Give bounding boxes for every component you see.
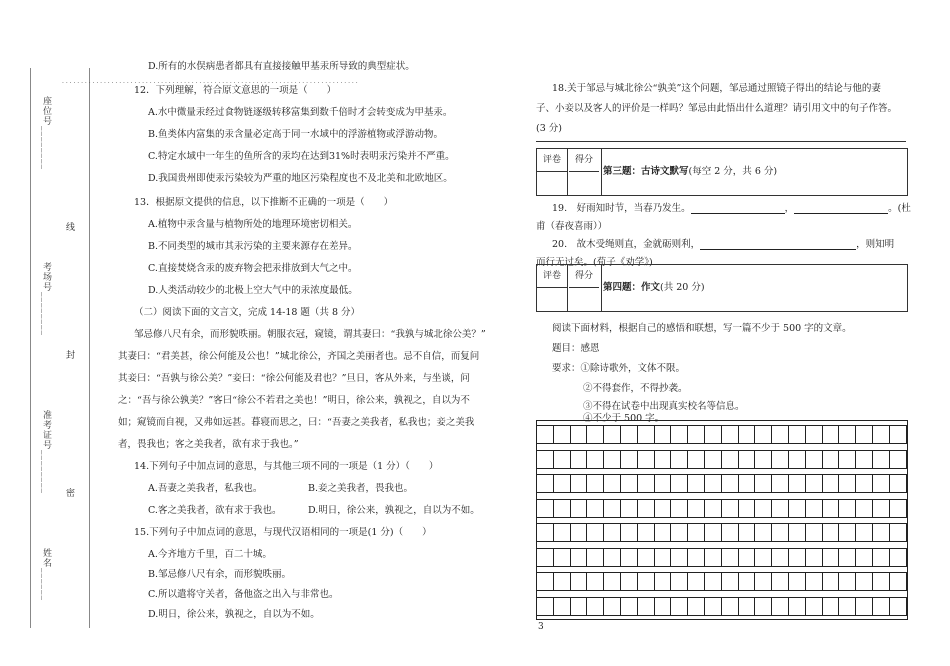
grid-cell[interactable]	[554, 475, 571, 492]
grid-cell[interactable]	[739, 426, 756, 443]
grid-cell[interactable]	[789, 451, 806, 468]
grid-cell[interactable]	[688, 426, 705, 443]
q12-option-d: D.我国贵州即使汞污染较为严重的地区污染程度也不及北美和北欧地区。	[148, 173, 453, 184]
grid-cell[interactable]	[621, 451, 638, 468]
grid-cell[interactable]	[823, 451, 840, 468]
essay-req-3: ③不得在试卷中出现真实校名等信息。	[583, 401, 745, 412]
grid-cell[interactable]	[806, 573, 823, 590]
grid-cell[interactable]	[688, 524, 705, 541]
q14-option-b: B.妾之美我者，畏我也。	[308, 483, 414, 494]
grid-cell[interactable]	[604, 426, 621, 443]
name-label: 姓名______	[41, 548, 51, 601]
binding-dotted-line: . . . . . . . . . . . . . . . . . . . . . . . . . . . . . . . . . . . . . . . . . . . . . . . . . . . . . . . . . . . . . . . . . . . . . . . . . . . . . .	[62, 78, 358, 85]
grid-cell[interactable]	[772, 524, 789, 541]
grid-cell[interactable]	[571, 573, 588, 590]
grid-cell[interactable]	[571, 549, 588, 566]
grid-cell[interactable]	[705, 598, 722, 615]
grid-cell[interactable]	[604, 549, 621, 566]
passage-line: 其妻曰：“君美甚，徐公何能及公也！”城北徐公，齐国之美丽者也。忌不自信，而复问	[118, 351, 480, 362]
grid-cell[interactable]	[587, 451, 604, 468]
passage-line: 者，畏我也；客之美我者，欲有求于我也。”	[118, 439, 299, 450]
grid-cell[interactable]	[856, 549, 873, 566]
grid-cell[interactable]	[739, 524, 756, 541]
grid-cell[interactable]	[789, 549, 806, 566]
grid-cell[interactable]	[755, 549, 772, 566]
grid-cell[interactable]	[587, 573, 604, 590]
grid-cell[interactable]	[839, 475, 856, 492]
grid-row[interactable]	[537, 548, 907, 567]
grid-cell[interactable]	[705, 573, 722, 590]
grid-cell[interactable]	[621, 500, 638, 517]
q19: 19. 好雨知时节，当春乃发生。 ， 。(杜	[552, 203, 911, 214]
grid-cell[interactable]	[671, 451, 688, 468]
q14-option-d: D.明日，徐公来，孰视之，自以为不如。	[308, 505, 480, 516]
grid-cell[interactable]	[638, 524, 655, 541]
grid-cell[interactable]	[806, 524, 823, 541]
score-label: 得分	[569, 149, 599, 172]
grid-cell[interactable]	[571, 598, 588, 615]
q20-blank[interactable]	[700, 249, 856, 250]
section-4-title: 第四题：作文(共 20 分)	[603, 282, 705, 293]
grid-cell[interactable]	[705, 549, 722, 566]
grid-cell[interactable]	[604, 451, 621, 468]
grid-cell[interactable]	[873, 426, 890, 443]
grid-cell[interactable]	[839, 524, 856, 541]
grid-cell[interactable]	[587, 426, 604, 443]
grid-cell[interactable]	[571, 426, 588, 443]
grid-cell[interactable]	[856, 451, 873, 468]
q13-stem: 13．根据原文提供的信息，以下推断不正确的一项是（ ）	[134, 197, 394, 208]
grid-cell[interactable]	[655, 549, 672, 566]
grid-cell[interactable]	[823, 573, 840, 590]
grid-row[interactable]	[537, 523, 907, 542]
grid-row[interactable]	[537, 597, 907, 616]
grid-cell[interactable]	[587, 500, 604, 517]
grid-cell[interactable]	[789, 573, 806, 590]
grid-cell[interactable]	[621, 549, 638, 566]
grid-cell[interactable]	[789, 475, 806, 492]
grid-cell[interactable]	[655, 500, 672, 517]
q12-option-a: A.水中微量汞经过食物链逐级转移富集到数千倍时才会转变成为甲基汞。	[148, 107, 453, 118]
grid-cell[interactable]	[873, 475, 890, 492]
grid-cell[interactable]	[688, 500, 705, 517]
grid-cell[interactable]	[604, 500, 621, 517]
grid-cell[interactable]	[823, 549, 840, 566]
grid-cell[interactable]	[537, 451, 554, 468]
passage-line: 之：“吾与徐公孰美？”客曰“徐公不若君之美也！”明日，徐公来，孰视之，自以为不	[118, 395, 470, 406]
grid-cell[interactable]	[587, 524, 604, 541]
grid-cell[interactable]	[839, 426, 856, 443]
grid-row[interactable]	[537, 425, 907, 444]
grid-cell[interactable]	[537, 524, 554, 541]
grid-cell[interactable]	[890, 524, 907, 541]
grid-cell[interactable]	[604, 598, 621, 615]
grid-cell[interactable]	[772, 426, 789, 443]
grid-cell[interactable]	[722, 598, 739, 615]
grid-cell[interactable]	[621, 426, 638, 443]
q13-option-b: B.不同类型的城市其汞污染的主要来源存在差异。	[148, 241, 358, 252]
grid-cell[interactable]	[839, 500, 856, 517]
grid-cell[interactable]	[638, 475, 655, 492]
grid-cell[interactable]	[537, 500, 554, 517]
grid-cell[interactable]	[722, 500, 739, 517]
essay-instruction: 阅读下面材料，根据自己的感悟和联想，写一篇不少于 500 字的文章。	[552, 323, 852, 334]
grid-cell[interactable]	[722, 426, 739, 443]
grid-cell[interactable]	[638, 573, 655, 590]
grid-cell[interactable]	[873, 451, 890, 468]
q18-line: 18.关于邹忌与城北徐公“孰美”这个问题，邹忌通过照镜子得出的结论与他的妻	[552, 83, 881, 94]
seal-line: 线	[64, 222, 74, 231]
grid-cell[interactable]	[856, 500, 873, 517]
admission-number-label: 准考证号________	[41, 410, 51, 494]
grid-cell[interactable]	[554, 426, 571, 443]
section-4-score-box	[536, 264, 908, 312]
q15-option-c: C.所以遣将守关者，备他盗之出入与非常也。	[148, 589, 339, 600]
grid-cell[interactable]	[537, 573, 554, 590]
grid-cell[interactable]	[722, 475, 739, 492]
grid-cell[interactable]	[688, 573, 705, 590]
grid-cell[interactable]	[856, 475, 873, 492]
q12-option-c: C.特定水域中一年生的鱼所含的汞均在达到31%时表明汞污染并不严重。	[148, 151, 455, 162]
grid-cell[interactable]	[722, 549, 739, 566]
grid-cell[interactable]	[621, 524, 638, 541]
grid-cell[interactable]	[705, 426, 722, 443]
grid-cell[interactable]	[739, 500, 756, 517]
grid-cell[interactable]	[739, 598, 756, 615]
grid-cell[interactable]	[655, 426, 672, 443]
grid-cell[interactable]	[823, 524, 840, 541]
grid-cell[interactable]	[755, 500, 772, 517]
q18-line: (3 分)	[536, 123, 562, 134]
grid-cell[interactable]	[705, 451, 722, 468]
q15-option-a: A.今齐地方千里，百二十城。	[148, 549, 272, 560]
grid-cell[interactable]	[655, 573, 672, 590]
grid-cell[interactable]	[604, 524, 621, 541]
grid-cell[interactable]	[571, 451, 588, 468]
grid-cell[interactable]	[739, 549, 756, 566]
grid-cell[interactable]	[789, 426, 806, 443]
q14-option-c: C.客之美我者，欲有求于我也。	[148, 505, 282, 516]
grid-cell[interactable]	[571, 524, 588, 541]
grid-cell[interactable]	[638, 549, 655, 566]
grid-cell[interactable]	[722, 451, 739, 468]
grid-cell[interactable]	[823, 426, 840, 443]
passage-line: 其妾曰：“吾孰与徐公美？”妾曰：“徐公何能及君也？”旦日，客从外来，与坐谈，问	[118, 373, 470, 384]
q18-line: 子、小妾以及客人的评价是一样吗？邹忌由此悟出什么道理？请引用文中的句子作答。	[536, 103, 898, 114]
q19-source: 甫（春夜喜雨））	[536, 221, 608, 232]
grid-row[interactable]	[537, 499, 907, 518]
grid-cell[interactable]	[554, 549, 571, 566]
essay-title: 题目：感恩	[552, 343, 600, 354]
grid-cell[interactable]	[621, 475, 638, 492]
q12-stem: 12．下列理解，符合原文意思的一项是（ ）	[134, 85, 337, 96]
essay-req-4: ④不少于 500 字。	[583, 413, 665, 424]
essay-writing-grid[interactable]	[536, 420, 908, 620]
grid-cell[interactable]	[688, 549, 705, 566]
grid-cell[interactable]	[890, 573, 907, 590]
grid-cell[interactable]	[554, 573, 571, 590]
grid-cell[interactable]	[772, 573, 789, 590]
grid-cell[interactable]	[823, 598, 840, 615]
exam-room-label: 考场号________	[41, 262, 51, 336]
grid-cell[interactable]	[806, 451, 823, 468]
grid-cell[interactable]	[755, 573, 772, 590]
grid-cell[interactable]	[806, 549, 823, 566]
grid-cell[interactable]	[688, 598, 705, 615]
grid-cell[interactable]	[856, 524, 873, 541]
q13-option-d: D.人类活动较少的北极上空大气中的汞浓度最低。	[148, 285, 358, 296]
grid-cell[interactable]	[621, 573, 638, 590]
section-3-title: 第三题：古诗文默写(每空 2 分，共 6 分)	[603, 166, 778, 177]
grid-cell[interactable]	[571, 475, 588, 492]
grid-cell[interactable]	[722, 573, 739, 590]
grid-cell[interactable]	[671, 549, 688, 566]
grid-cell[interactable]	[587, 475, 604, 492]
grid-cell[interactable]	[772, 549, 789, 566]
grid-cell[interactable]	[755, 598, 772, 615]
grid-cell[interactable]	[806, 475, 823, 492]
grid-cell[interactable]	[604, 475, 621, 492]
grid-cell[interactable]	[839, 573, 856, 590]
grid-cell[interactable]	[554, 598, 571, 615]
q14-option-a: A.吾妻之美我者，私我也。	[148, 483, 263, 494]
grid-cell[interactable]	[873, 500, 890, 517]
seat-number-label: 座位号________	[41, 96, 51, 170]
grid-cell[interactable]	[856, 573, 873, 590]
grid-cell[interactable]	[873, 524, 890, 541]
grid-cell[interactable]	[772, 500, 789, 517]
grid-cell[interactable]	[739, 475, 756, 492]
grader-label: 评卷	[537, 265, 567, 288]
grid-cell[interactable]	[873, 598, 890, 615]
grid-cell[interactable]	[655, 598, 672, 615]
grid-cell[interactable]	[739, 573, 756, 590]
grid-cell[interactable]	[537, 598, 554, 615]
grid-cell[interactable]	[671, 524, 688, 541]
grid-cell[interactable]	[755, 475, 772, 492]
section-3-score-box	[536, 148, 908, 196]
grid-cell[interactable]	[722, 524, 739, 541]
grid-cell[interactable]	[655, 451, 672, 468]
grid-cell[interactable]	[688, 475, 705, 492]
grid-cell[interactable]	[856, 426, 873, 443]
grid-cell[interactable]	[789, 500, 806, 517]
grid-cell[interactable]	[823, 500, 840, 517]
essay-req-1: 要求：①除诗歌外，文体不限。	[552, 363, 686, 374]
grid-cell[interactable]	[638, 451, 655, 468]
grid-cell[interactable]	[839, 549, 856, 566]
q13-option-c: C.直接焚烧含汞的废弃物会把汞排放到大气之中。	[148, 263, 358, 274]
grid-cell[interactable]	[806, 426, 823, 443]
grid-cell[interactable]	[890, 500, 907, 517]
seal-seal: 封	[64, 350, 74, 359]
grid-cell[interactable]	[671, 426, 688, 443]
grid-cell[interactable]	[638, 500, 655, 517]
grid-cell[interactable]	[739, 451, 756, 468]
grid-row[interactable]	[537, 474, 907, 493]
grid-cell[interactable]	[621, 598, 638, 615]
q20: 20. 故木受绳则直，金就砺则利， ，则知明	[552, 239, 895, 250]
grid-cell[interactable]	[671, 598, 688, 615]
score-label: 得分	[569, 265, 599, 288]
grid-cell[interactable]	[638, 426, 655, 443]
grid-cell[interactable]	[890, 598, 907, 615]
q20-source: 而行无过矣。(荀子《劝学》)	[536, 257, 653, 268]
grid-cell[interactable]	[587, 598, 604, 615]
grader-label: 评卷	[537, 149, 567, 172]
grid-cell[interactable]	[839, 451, 856, 468]
passage-line: 邹忌修八尺有余，而形貌昳丽。朝服衣冠，窥镜，谓其妻曰：“我孰与城北徐公美？”	[134, 329, 486, 340]
q14-stem: 14.下列句子中加点词的意思，与其他三项不同的一项是（1 分）（ ）	[134, 461, 439, 472]
grid-cell[interactable]	[671, 475, 688, 492]
grid-cell[interactable]	[655, 475, 672, 492]
q15-option-b: B.邹忌修八尺有余，而形貌昳丽。	[148, 569, 292, 580]
grid-cell[interactable]	[537, 549, 554, 566]
grid-cell[interactable]	[705, 500, 722, 517]
grid-cell[interactable]	[890, 451, 907, 468]
section-2-heading: （二）阅读下面的文言文，完成 14-18 题（共 8 分）	[134, 307, 361, 318]
seal-secret: 密	[64, 488, 74, 497]
grid-cell[interactable]	[638, 598, 655, 615]
grid-cell[interactable]	[806, 500, 823, 517]
passage-line: 如；窥镜而自视，又弗如远甚。暮寝而思之，曰：“吾妻之美我者，私我也；妾之美我	[118, 417, 475, 428]
grid-cell[interactable]	[873, 573, 890, 590]
grid-cell[interactable]	[806, 598, 823, 615]
grid-cell[interactable]	[705, 475, 722, 492]
grid-cell[interactable]	[823, 475, 840, 492]
grid-cell[interactable]	[705, 524, 722, 541]
grid-cell[interactable]	[688, 451, 705, 468]
q13-option-a: A.植物中汞含量与植物所处的地理环境密切相关。	[148, 219, 358, 230]
grid-row[interactable]	[537, 572, 907, 591]
q19-blank-2[interactable]	[794, 213, 888, 214]
grid-cell[interactable]	[789, 524, 806, 541]
q11-option-d: D.所有的水俣病患者都具有直接接触甲基汞所导致的典型症状。	[148, 61, 415, 72]
grid-cell[interactable]	[873, 549, 890, 566]
grid-cell[interactable]	[772, 451, 789, 468]
grid-cell[interactable]	[772, 598, 789, 615]
grid-cell[interactable]	[755, 426, 772, 443]
grid-cell[interactable]	[537, 475, 554, 492]
q12-option-b: B.鱼类体内富集的汞含量必定高于同一水域中的浮游植物或浮游动物。	[148, 129, 444, 140]
grid-row[interactable]	[537, 450, 907, 469]
grid-cell[interactable]	[604, 573, 621, 590]
grid-cell[interactable]	[772, 475, 789, 492]
grid-cell[interactable]	[839, 598, 856, 615]
essay-req-2: ②不得套作，不得抄袭。	[583, 383, 688, 394]
grid-cell[interactable]	[890, 426, 907, 443]
grid-cell[interactable]	[671, 573, 688, 590]
grid-cell[interactable]	[571, 500, 588, 517]
answer-line	[536, 141, 906, 142]
grid-cell[interactable]	[671, 500, 688, 517]
q15-stem: 15.下列句子中加点词的意思，与现代汉语相同的一项是(1 分)（ ）	[134, 527, 432, 538]
grid-cell[interactable]	[554, 451, 571, 468]
grid-cell[interactable]	[554, 524, 571, 541]
q15-option-d: D.明日，徐公来，孰视之，自以为不如。	[148, 609, 320, 620]
page-number: 3	[538, 622, 544, 632]
grid-cell[interactable]	[789, 598, 806, 615]
grid-cell[interactable]	[755, 451, 772, 468]
grid-cell[interactable]	[655, 524, 672, 541]
grid-cell[interactable]	[890, 475, 907, 492]
grid-cell[interactable]	[856, 598, 873, 615]
grid-cell[interactable]	[890, 549, 907, 566]
grid-cell[interactable]	[587, 549, 604, 566]
q19-blank-1[interactable]	[691, 213, 785, 214]
grid-cell[interactable]	[755, 524, 772, 541]
grid-cell[interactable]	[554, 500, 571, 517]
grid-cell[interactable]	[537, 426, 554, 443]
